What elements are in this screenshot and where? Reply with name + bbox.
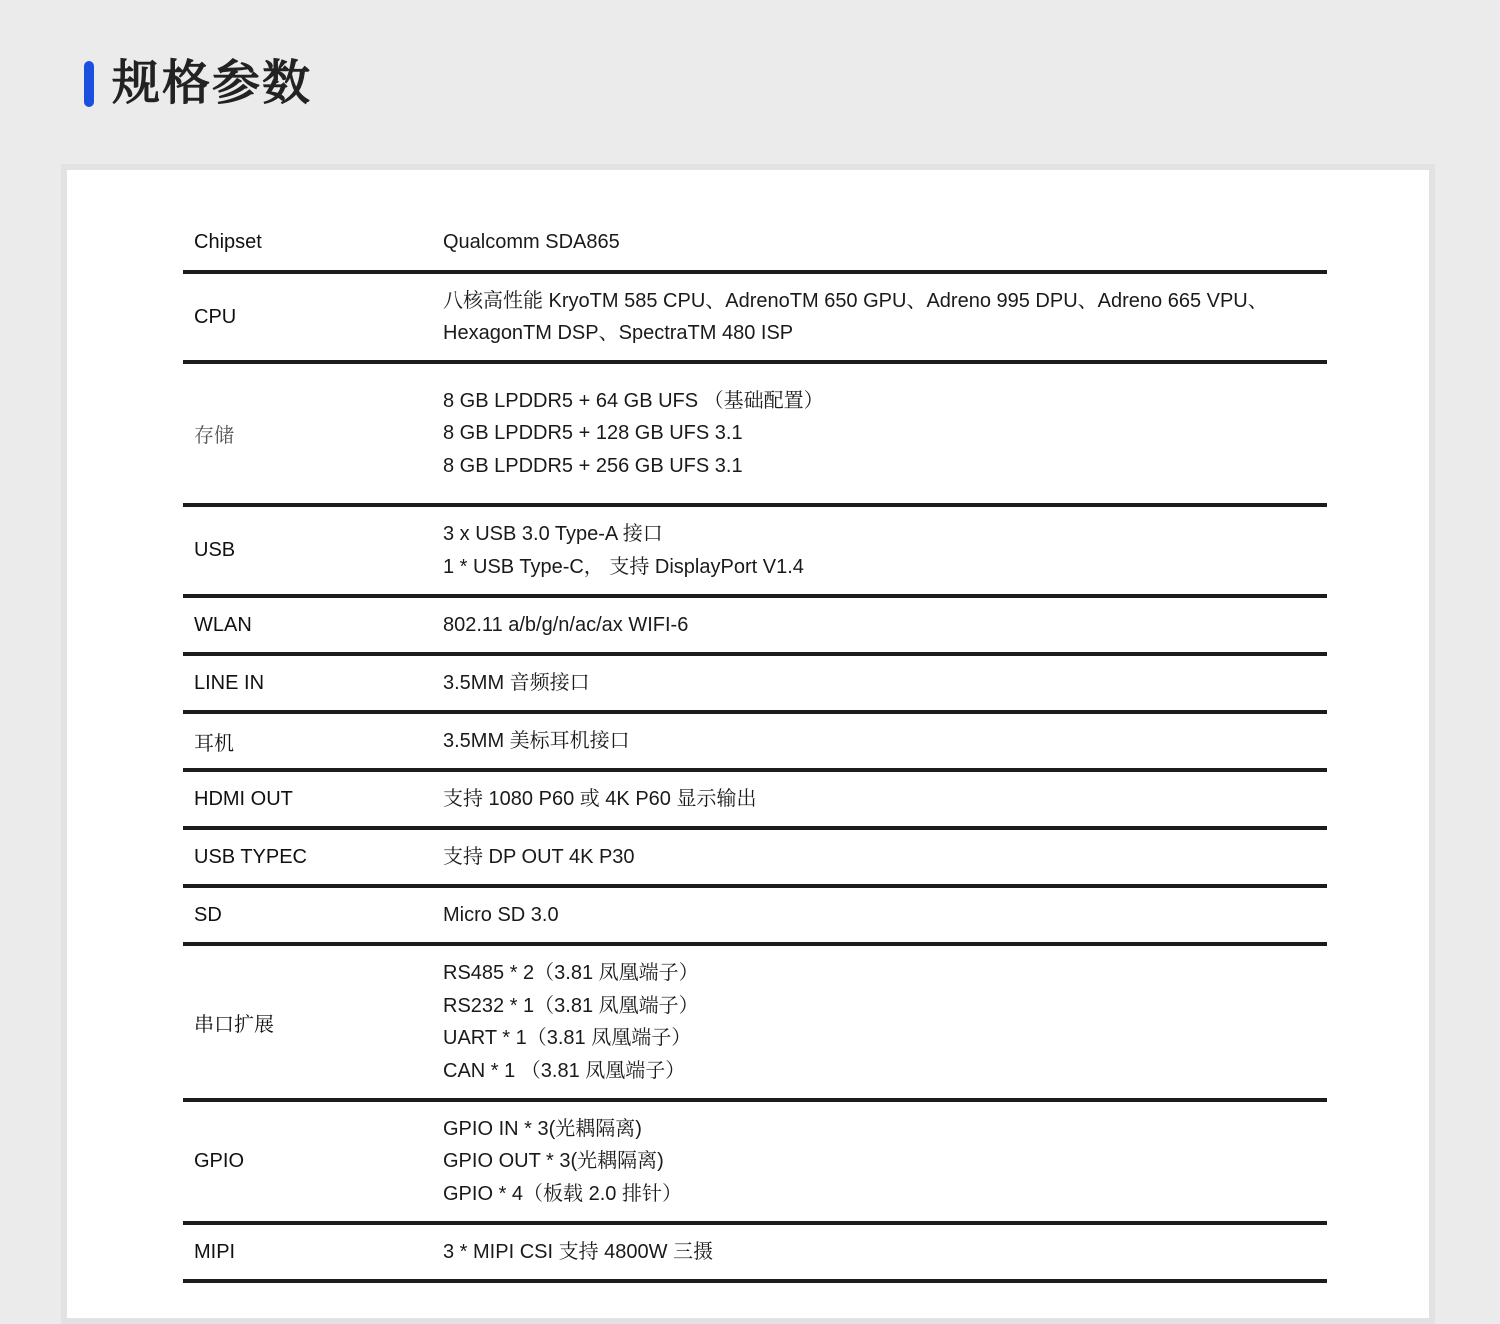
spec-row-serial — [183, 946, 1327, 1102]
spec-label: GPIO — [194, 1150, 245, 1172]
spec-value — [443, 226, 1327, 259]
section-header — [84, 56, 312, 112]
spec-row-cpu — [183, 274, 1327, 364]
spec-row-hdmi-out — [183, 772, 1327, 830]
spec-value-line: CAN * 1 （3.81 凤凰端子） — [443, 1059, 686, 1082]
spec-value-line: RS485 * 2（3.81 凤凰端子） — [443, 962, 699, 984]
spec-label: LINE IN — [194, 671, 265, 694]
spec-value — [443, 667, 1327, 700]
spec-value-line: 8 GB LPDDR5 + 256 GB UFS 3.1 — [443, 454, 743, 477]
spec-value — [443, 385, 1327, 483]
spec-label: USB — [194, 539, 236, 561]
spec-value-line: 1 * USB Type-C， 支持 DisplayPort V1.4 — [443, 555, 804, 578]
spec-value-line: RS232 * 1（3.81 凤凰端子） — [443, 994, 699, 1017]
spec-value-line: GPIO IN * 3(光耦隔离) — [443, 1117, 642, 1140]
spec-value-line: 8 GB LPDDR5 + 128 GB UFS 3.1 — [443, 422, 743, 445]
spec-value — [443, 1113, 1327, 1211]
spec-row-storage — [183, 364, 1327, 507]
spec-label: WLAN — [194, 613, 252, 636]
spec-value-line: 八核高性能 KryoTM 585 CPU、AdrenoTM 650 GPU、Adreno 995 DPU、Adreno 665 VPU、 — [443, 289, 1268, 312]
spec-value-line: 3 * MIPI CSI 支持 4800W 三摄 — [443, 1240, 714, 1263]
spec-value — [443, 725, 1327, 758]
spec-value-line: 3 x USB 3.0 Type-A 接口 — [443, 523, 663, 545]
spec-value-line: 3.5MM 音频接口 — [443, 671, 590, 694]
spec-value — [443, 899, 1327, 932]
spec-value-line: GPIO OUT * 3(光耦隔离) — [443, 1150, 664, 1173]
spec-value-line: 8 GB LPDDR5 + 64 GB UFS （基础配置） — [443, 389, 824, 412]
spec-value-line: 支持 1080 P60 或 4K P60 显示输出 — [443, 787, 757, 810]
spec-label: HDMI OUT — [194, 787, 293, 810]
spec-card — [61, 164, 1435, 1324]
spec-value-line: 支持 DP OUT 4K P30 — [443, 845, 635, 868]
spec-label: 串口扩展 — [194, 1013, 274, 1036]
spec-label: 存储 — [194, 425, 234, 447]
spec-value — [443, 841, 1327, 874]
page-title: 规格参数 — [112, 57, 313, 110]
spec-value — [443, 957, 1327, 1087]
spec-value — [443, 285, 1327, 350]
spec-label: MIPI — [194, 1240, 236, 1263]
spec-label: CPU — [194, 305, 237, 328]
spec-value-line: Qualcomm SDA865 — [443, 230, 620, 253]
spec-row-line-in — [183, 656, 1327, 714]
spec-label: USB TYPEC — [194, 845, 307, 868]
title-accent-bar — [84, 61, 94, 107]
spec-row-mipi — [183, 1225, 1327, 1283]
spec-value-line: 3.5MM 美标耳机接口 — [443, 729, 630, 752]
spec-label: Chipset — [194, 230, 262, 253]
spec-label: SD — [194, 903, 222, 926]
spec-value — [443, 518, 1327, 583]
spec-value — [443, 1236, 1327, 1269]
spec-value — [443, 783, 1327, 816]
spec-row-gpio — [183, 1102, 1327, 1225]
spec-value-line: HexagonTM DSP、SpectraTM 480 ISP — [443, 322, 794, 344]
spec-row-headphone — [183, 714, 1327, 772]
spec-row-chipset — [183, 214, 1327, 274]
spec-table — [183, 214, 1327, 1283]
spec-row-usb — [183, 507, 1327, 598]
spec-row-usb-typec — [183, 830, 1327, 888]
spec-value-line: Micro SD 3.0 — [443, 903, 559, 926]
spec-value-line: UART * 1（3.81 凤凰端子） — [443, 1027, 692, 1049]
spec-row-wlan — [183, 598, 1327, 656]
spec-row-sd — [183, 888, 1327, 946]
spec-value-line: GPIO * 4（板载 2.0 排针） — [443, 1182, 682, 1205]
spec-label: 耳机 — [194, 732, 234, 755]
spec-value-line: 802.11 a/b/g/n/ac/ax WIFI-6 — [443, 613, 689, 636]
spec-value — [443, 609, 1327, 642]
